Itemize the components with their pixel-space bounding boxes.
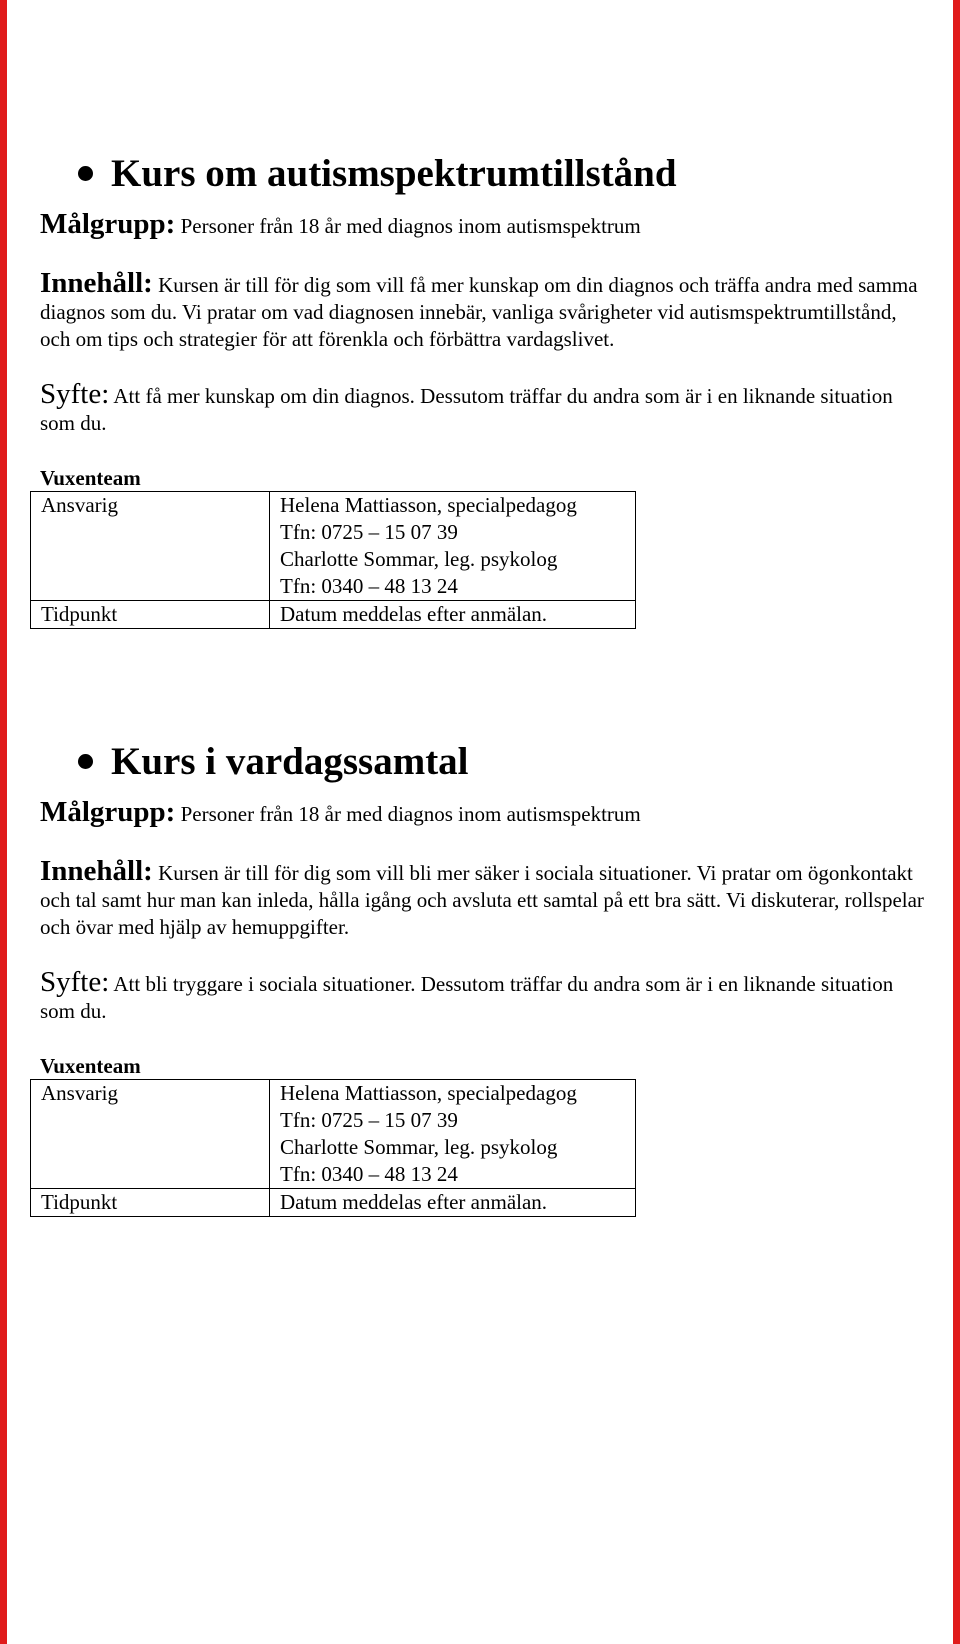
- content-label: Innehåll:: [40, 855, 153, 887]
- responsible-label: Ansvarig: [31, 492, 270, 601]
- target-group: [40, 208, 930, 240]
- content-label: Innehåll:: [40, 267, 153, 299]
- contact-line: Charlotte Sommar, leg. psykolog: [280, 547, 558, 571]
- contact-line: Tfn: 0340 – 48 13 24: [280, 574, 458, 598]
- course-title: Kurs i vardagssamtal: [111, 739, 469, 783]
- target-group-label: Målgrupp:: [40, 796, 176, 828]
- course-heading: [78, 733, 930, 789]
- contact-line: Helena Mattiasson, specialpedagog: [280, 493, 577, 517]
- contact-line: Tfn: 0340 – 48 13 24: [280, 1162, 458, 1186]
- course-section-1: [40, 145, 930, 629]
- contact-line: Charlotte Sommar, leg. psykolog: [280, 1135, 558, 1159]
- course-section-2: [40, 733, 930, 1217]
- purpose-label: Syfte:: [40, 966, 110, 998]
- bullet-icon: [78, 754, 93, 769]
- contact-line: Tfn: 0725 – 15 07 39: [280, 1108, 458, 1132]
- time-value: Datum meddelas efter anmälan.: [270, 1189, 636, 1217]
- content-text: Kursen är till för dig som vill få mer kunskap om din diagnos och träffa andra med samma diagnos som du. Vi pratar om vad diagnosen innebär, vanliga svårigheter vid autismspektrumtillstånd, och om tips och strategier för att förenkla och förbättra vardagslivet.: [40, 273, 918, 351]
- bullet-icon: [78, 166, 93, 181]
- contact-line: Helena Mattiasson, specialpedagog: [280, 1081, 577, 1105]
- team-label: Vuxenteam: [40, 466, 141, 490]
- right-red-border: [953, 0, 960, 1644]
- left-red-border: [0, 0, 7, 1644]
- content-text: Kursen är till för dig som vill bli mer säker i sociala situationer. Vi pratar om ögonkontakt och tal samt hur man kan inleda, hålla igång och avsluta ett samtal på ett bra sätt. Vi diskuterar, rollspelar och övar med hjälp av hemuppgifter.: [40, 861, 924, 939]
- contact-line: Tfn: 0725 – 15 07 39: [280, 520, 458, 544]
- time-label: Tidpunkt: [31, 601, 270, 629]
- target-group-text: Personer från 18 år med diagnos inom autismspektrum: [175, 802, 641, 826]
- purpose-paragraph: [40, 966, 930, 1025]
- purpose-text: Att få mer kunskap om din diagnos. Dessutom träffar du andra som är i en liknande situation som du.: [40, 384, 893, 435]
- table-row: [31, 492, 636, 601]
- info-table: [30, 491, 636, 629]
- purpose-paragraph: [40, 378, 930, 437]
- target-group-text: Personer från 18 år med diagnos inom autismspektrum: [175, 214, 641, 238]
- time-value: Datum meddelas efter anmälan.: [270, 601, 636, 629]
- course-heading: [78, 145, 930, 201]
- time-label: Tidpunkt: [31, 1189, 270, 1217]
- content-paragraph: [40, 267, 930, 353]
- target-group-label: Målgrupp:: [40, 208, 176, 240]
- purpose-text: Att bli tryggare i sociala situationer. Dessutom träffar du andra som är i en liknande situation som du.: [40, 972, 894, 1023]
- info-table: [30, 1079, 636, 1217]
- table-row: [31, 1080, 636, 1189]
- table-row: [31, 1189, 636, 1217]
- team-label: Vuxenteam: [40, 1054, 141, 1078]
- table-row: [31, 601, 636, 629]
- target-group: [40, 796, 930, 828]
- responsible-label: Ansvarig: [31, 1080, 270, 1189]
- content-paragraph: [40, 855, 930, 941]
- course-title: Kurs om autismspektrumtillstånd: [111, 151, 677, 195]
- responsible-contacts: [270, 1080, 636, 1189]
- responsible-contacts: [270, 492, 636, 601]
- purpose-label: Syfte:: [40, 378, 110, 410]
